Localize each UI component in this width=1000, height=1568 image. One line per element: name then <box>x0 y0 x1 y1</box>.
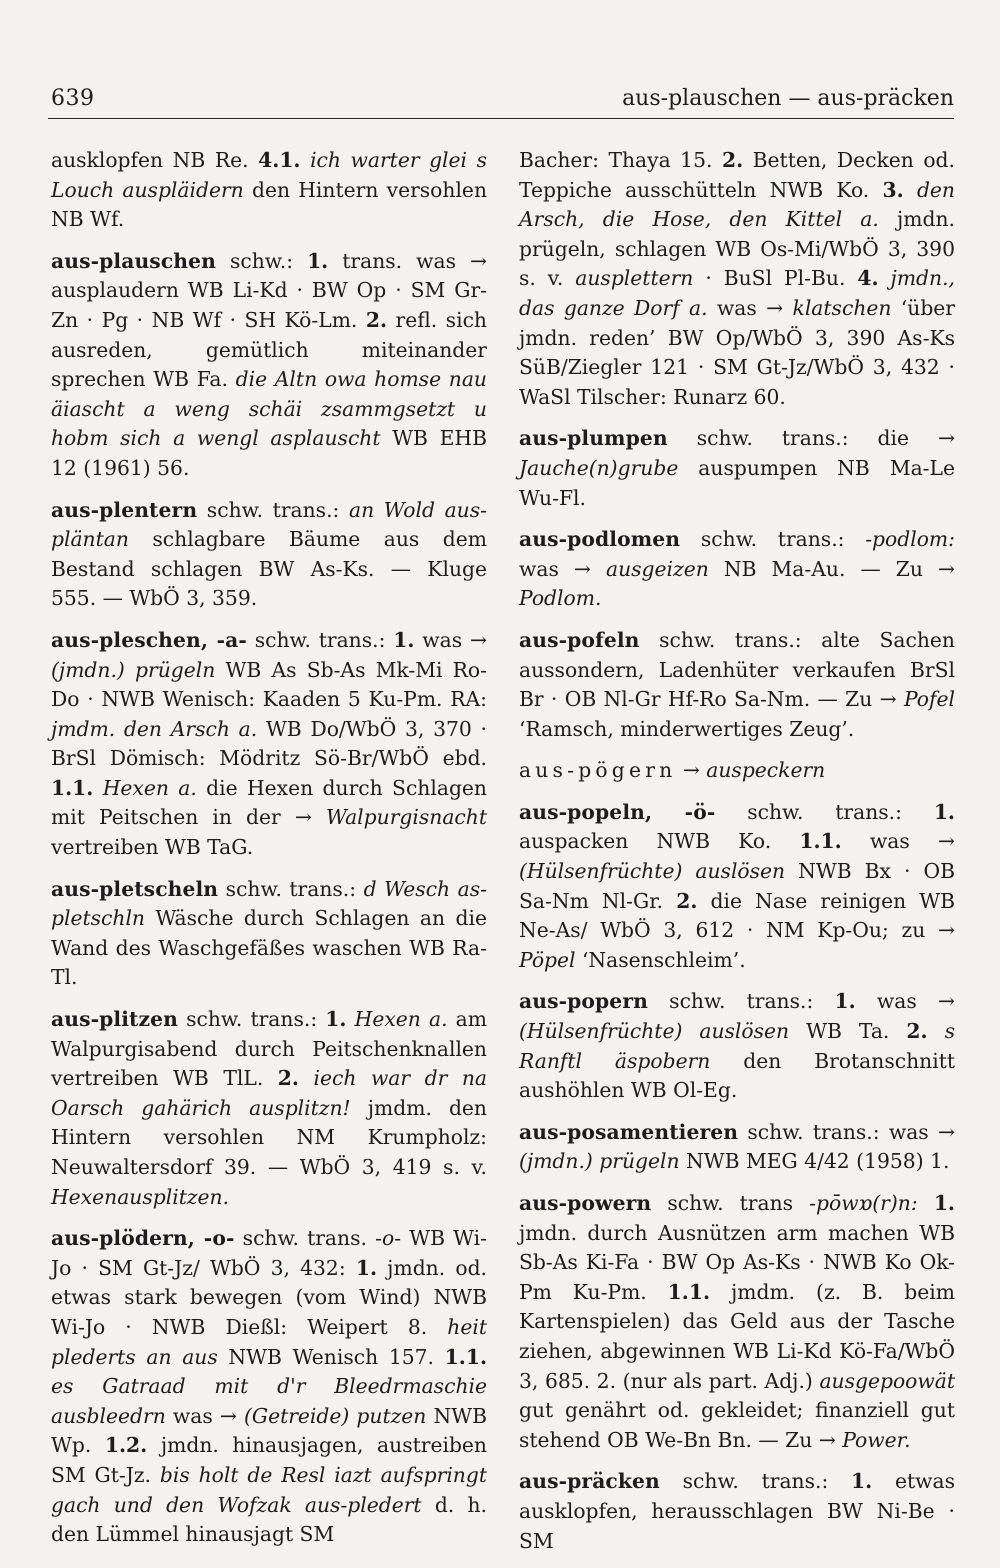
entry-text <box>519 146 955 412</box>
entry-text <box>51 875 487 993</box>
headword: aus-plitzen <box>51 1007 178 1032</box>
dictionary-entry <box>51 875 487 993</box>
dictionary-entry <box>519 1467 955 1556</box>
dictionary-entry <box>519 626 955 744</box>
entry-text <box>51 496 487 614</box>
dictionary-entry <box>51 496 487 614</box>
entry-text <box>519 1118 955 1177</box>
entry-body: schw. trans -pōwɒ(r)n: 1. jmdn. durch Ausnützen arm machen WB Sb-As Ki-Fa · BW Op As-Ks · NWB Ko Ok-Pm Ku-Pm. 1.1. jmdm. (z. B. beim Kartenspielen) das Geld aus der Tasche ziehen, abgewinnen WB Li-Kd Kö-Fa/WbÖ 3, 685. 2. (nur als part. Adj.) ausgepoowät gut genährt od. gekleidet; finanziell gut stehend OB We-Bn Bn. — Zu → Power. <box>519 1191 955 1452</box>
entry-text <box>51 626 487 863</box>
headword: aus-plentern <box>51 497 198 522</box>
entry-body: schw. trans.: was → (jmdn.) prügeln NWB MEG 4/42 (1958) 1. <box>519 1119 955 1174</box>
dictionary-entry <box>51 626 487 863</box>
headword: aus-podlomen <box>519 527 681 552</box>
dictionary-entry <box>51 146 487 235</box>
dictionary-entry <box>519 525 955 614</box>
right-column <box>519 146 955 1568</box>
entry-text <box>51 146 487 235</box>
dictionary-entry <box>51 1224 487 1550</box>
headword: aus-präcken <box>519 1469 660 1494</box>
left-column <box>51 146 487 1562</box>
dictionary-entry <box>519 798 955 976</box>
entry-body: schw. trans.: die → Jauche(n)grube auspumpen NB Ma-Le Wu-Fl. <box>519 426 955 510</box>
entry-body: schw. trans. -o- WB Wi-Jo · SM Gt-Jz/ WbÖ 3, 432: 1. jmdn. od. etwas stark bewegen (vom Wind) NWB Wi-Jo · NWB Dießl: Weipert 8. heit plederts an aus NWB Wenisch 157. 1.1. es Gatraad mit d'r Bleedrmaschie ausbleedrn was → (Getreide) putzen NWB Wp. 1.2. jmdn. hinausjagen, austreiben SM Gt-Jz. bis holt de Resl iazt aufspringt gach und den Wofzak aus-pledert d. h. den Lümmel hinausjagt SM <box>51 1226 488 1547</box>
headword: aus-popeln, -ö- <box>519 799 716 824</box>
entry-text <box>519 1189 955 1455</box>
page-number: 639 <box>51 86 95 111</box>
entry-text <box>51 247 487 484</box>
entry-body: ausklopfen NB Re. 4.1. ich warter glei s Louch auspläidern den Hintern versohlen NB Wf. <box>51 148 488 232</box>
dictionary-entry <box>519 146 955 412</box>
headword: aus-pletscheln <box>51 876 219 901</box>
entry-text <box>519 756 955 786</box>
dictionary-entry <box>51 247 487 484</box>
headword: aus-plumpen <box>519 426 668 451</box>
entry-body: schw. trans.: d Wesch as-pletschln Wäsche durch Schlagen an die Wand des Waschgefäßes waschen WB Ra-Tl. <box>51 876 487 990</box>
entry-body: schw. trans.: 1. was → (Hülsenfrüchte) auslösen WB Ta. 2. s Ranftl äspobern den Brotanschnitt aushöhlen WB Ol-Eg. <box>519 989 956 1103</box>
headword: aus-posamentieren <box>519 1119 739 1144</box>
dictionary-entry <box>519 756 955 786</box>
entry-text <box>519 1467 955 1556</box>
entry-body: schw. trans.: an Wold aus-pläntan schlagbare Bäume aus dem Bestand schlagen BW As-Ks. — Kluge 555. — WbÖ 3, 359. <box>51 497 487 611</box>
header-rule <box>48 118 954 119</box>
entry-body: schw. trans.: 1. Hexen a. am Walpurgisabend durch Peitschenknallen vertreiben WB TlL. 2. iech war dr na Oarsch gahärich ausplitzn! jmdm. den Hintern versohlen NM Krumpholz: Neuwaltersdorf 39. — WbÖ 3, 419 s. v. Hexenausplitzen. <box>51 1007 487 1209</box>
dictionary-entry <box>519 1118 955 1177</box>
dictionary-entry <box>519 1189 955 1455</box>
headword: aus-pofeln <box>519 627 640 652</box>
entry-body: schw. trans.: 1. was → (jmdn.) prügeln WB As Sb-As Mk-Mi Ro-Do · NWB Wenisch: Kaaden 5 Ku-Pm. RA: jmdm. den Arsch a. WB Do/WbÖ 3, 370 · BrSl Dömisch: Mödritz Sö-Br/WbÖ ebd. 1.1. Hexen a. die Hexen durch Schlagen mit Peitschen in der → Walpurgisnacht vertreiben WB TaG. <box>51 627 487 860</box>
entry-text <box>519 525 955 614</box>
headword: aus-plauschen <box>51 248 216 273</box>
entry-text <box>51 1224 487 1550</box>
entry-body: schw. trans.: alte Sachen aussondern, Ladenhüter verkaufen BrSl Br · OB Nl-Gr Hf-Ro Sa-Nm. — Zu → Pofel ‘Ramsch, minderwertiges Zeug’. <box>519 627 955 741</box>
headword: aus-powern <box>519 1191 652 1215</box>
running-head: aus-plauschen — aus-präcken <box>622 86 954 111</box>
headword: aus-popern <box>519 989 648 1014</box>
entry-text <box>519 626 955 744</box>
dictionary-entry <box>519 987 955 1105</box>
entry-body: Bacher: Thaya 15. 2. Betten, Decken od. Teppiche ausschütteln NWB Ko. 3. den Arsch, die Hose, den Kittel a. jmdn. prügeln, schlagen WB Os-Mi/WbÖ 3, 390 s. v. ausplettern · BuSl Pl-Bu. 4. jmdn., das ganze Dorf a. was → klatschen ‘über jmdn. reden’ BW Op/WbÖ 3, 390 As-Ks SüB/Ziegler 121 · SM Gt-Jz/WbÖ 3, 432 · WaSl Tilscher: Runarz 60. <box>519 148 955 409</box>
dictionary-entry <box>519 424 955 513</box>
entry-body: schw. trans.: 1. etwas ausklopfen, herausschlagen BW Ni-Be · SM <box>519 1469 955 1553</box>
entry-body: schw.: 1. trans. was → ausplaudern WB Li-Kd · BW Op · SM Gr-Zn · Pg · NB Wf · SH Kö-Lm. 2. refl. sich ausreden, gemütlich miteinander sprechen WB Fa. die Altn owa homse nau äiascht a weng schäi zsammgsetzt u hobm sich a wengl asplauscht WB EHB 12 (1961) 56. <box>51 248 487 480</box>
headword: aus-plödern, -o- <box>51 1226 235 1251</box>
entry-body: schw. trans.: 1. auspacken NWB Ko. 1.1. was → (Hülsenfrüchte) auslösen NWB Bx · OB Sa-Nm Nl-Gr. 2. die Nase reinigen WB Ne-As/ WbÖ 3, 612 · NM Kp-Ou; zu → Pöpel ‘Nasenschleim’. <box>519 799 956 972</box>
entry-body: aus-pögern → auspeckern <box>519 758 826 783</box>
entry-text <box>519 987 955 1105</box>
entry-text <box>51 1005 487 1212</box>
entry-text <box>519 424 955 513</box>
entry-text <box>519 798 955 976</box>
entry-body: schw. trans.: -podlom: was → ausgeizen NB Ma-Au. — Zu → Podlom. <box>519 527 956 611</box>
headword: aus-pleschen, -a- <box>51 627 247 652</box>
dictionary-entry <box>51 1005 487 1212</box>
